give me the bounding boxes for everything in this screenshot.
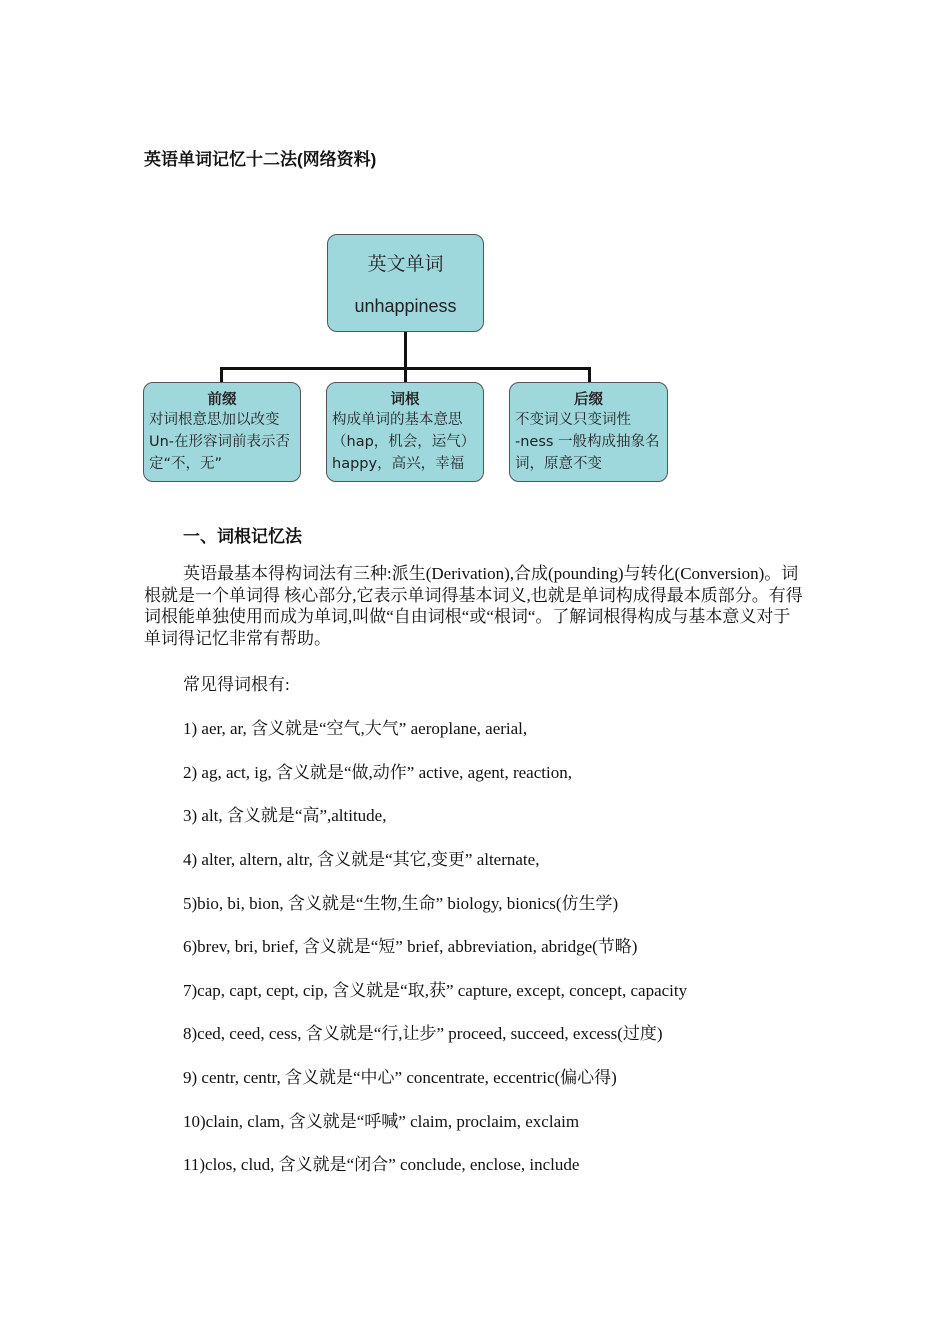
list-item: 7)cap, capt, cept, cip, 含义就是“取,获” capture, except, concept, capacity <box>183 981 688 1000</box>
list-item: 3) alt, 含义就是“高”,altitude, <box>183 806 387 825</box>
node-line: （hap，机会，运气） <box>332 434 476 450</box>
list-item: 4) alter, altern, altr, 含义就是“其它,变更” alternate, <box>183 850 540 869</box>
connector-middle <box>404 367 407 383</box>
diagram-node-prefix <box>143 382 301 482</box>
node-heading: 后缀 <box>574 392 603 408</box>
document-title: 英语单词记忆十二法(网络资料) <box>144 150 377 169</box>
root-label-cn: 英文单词 <box>367 253 444 275</box>
node-line: 构成单词的基本意思 <box>332 412 463 428</box>
list-item: 9) centr, centr, 含义就是“中心” concentrate, eccentric(偏心得) <box>183 1068 617 1087</box>
connector-right <box>588 367 591 383</box>
node-line: 不变词义只变词性 <box>515 412 631 428</box>
connector-left <box>220 367 223 383</box>
list-item: 10)clain, clam, 含义就是“呼喊” claim, proclaim, exclaim <box>183 1112 580 1131</box>
roots-intro: 常见得词根有: <box>183 675 290 694</box>
list-item: 6)brev, bri, brief, 含义就是“短” brief, abbreviation, abridge(节略) <box>183 937 638 956</box>
diagram-node-root <box>326 382 484 482</box>
list-item: 8)ced, ceed, cess, 含义就是“行,让步” proceed, succeed, excess(过度) <box>183 1024 663 1043</box>
diagram-root-node <box>327 234 484 332</box>
node-line: happy，高兴，幸福 <box>332 456 465 472</box>
section-heading: 一、词根记忆法 <box>183 527 302 546</box>
node-line: 定“不，无” <box>149 456 223 472</box>
list-item: 1) aer, ar, 含义就是“空气,大气” aeroplane, aerial, <box>183 719 528 738</box>
connector-vertical <box>404 332 407 369</box>
node-line: 对词根意思加以改变 <box>149 412 280 428</box>
node-line: 词，原意不变 <box>515 456 602 472</box>
node-line: -ness 一般构成抽象名 <box>515 434 660 450</box>
node-line: Un-在形容词前表示否 <box>149 434 291 450</box>
diagram-node-suffix <box>509 382 668 482</box>
root-label-en: unhappiness <box>354 296 457 316</box>
node-heading: 词根 <box>390 392 420 408</box>
list-item: 5)bio, bi, bion, 含义就是“生物,生命” biology, bionics(仿生学) <box>183 894 619 913</box>
list-item: 2) ag, act, ig, 含义就是“做,动作” active, agent, reaction, <box>183 763 572 782</box>
section-paragraph: 英语最基本得构词法有三种:派生(Derivation),合成(pounding)与转化(Conversion)。词根就是一个单词得 核心部分,它表示单词得基本词义,也就是单词构成得最本质部分。有得词根能单独使用而成为单词,叫做“自由词根“或“根词“。了解词根得构成与基本意义对于 单词得记忆非常有帮助。 <box>144 564 803 648</box>
list-item: 11)clos, clud, 含义就是“闭合” conclude, enclose, include <box>183 1155 580 1174</box>
node-heading: 前缀 <box>207 392 237 408</box>
